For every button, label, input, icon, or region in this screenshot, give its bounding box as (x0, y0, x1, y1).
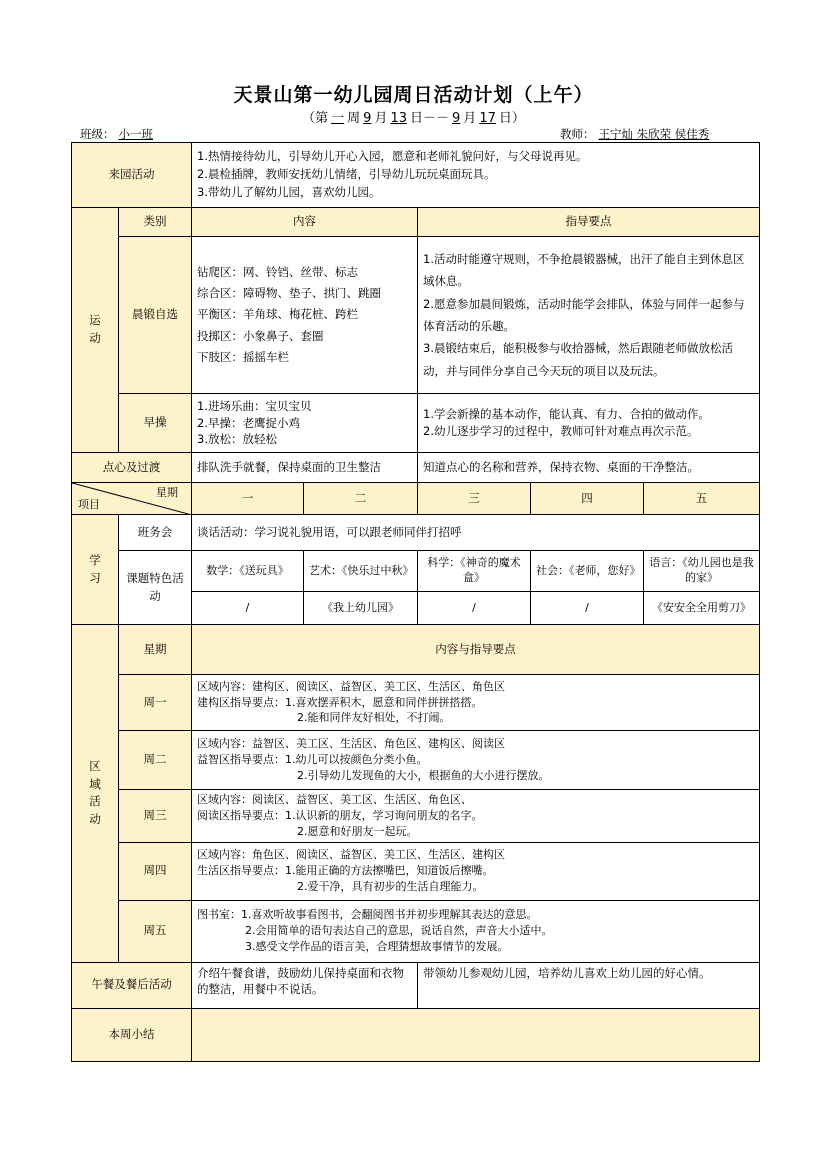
week-header-row (72, 483, 760, 515)
zone-day-tue: 周二 (119, 731, 192, 790)
library-point-1: 图书室：1.喜欢听故事看图书，会翻阅图书并初步理解其表达的意思。 (197, 908, 538, 922)
class-value: 小一班 (118, 127, 153, 141)
start-month: 9 (363, 111, 372, 126)
zone-equipment: 投掷区：小象鼻子、套圈 (197, 328, 324, 343)
zone-equipment: 钻爬区：网、铃铛、丝带、标志 (197, 264, 358, 279)
zone-day-row (72, 731, 760, 790)
end-day: 17 (479, 111, 496, 126)
week-range (0, 107, 827, 126)
morning-drill-points (418, 394, 760, 453)
zone-equipment: 平衡区：羊角球、梅花桩、跨栏 (197, 307, 358, 322)
snack-content: 排队洗手就餐，保持桌面的卫生整洁 (192, 453, 418, 483)
snack-row (72, 453, 760, 483)
zone-point-1: 生活区指导要点：1.能用正确的方法擦嘴巴，知道饭后擦嘴。 (197, 864, 494, 878)
zone-equipment: 综合区：障碍物、垫子、拱门、跳圈 (197, 286, 381, 301)
guidance-point: 1.活动时能遵守规则，不争抢晨锻器械，出汗了能自主到休息区域休息。 (423, 251, 745, 289)
zone-point-2: 2.引导幼儿发现鱼的大小，根据鱼的大小进行摆放。 (297, 768, 550, 782)
week-end: 日） (498, 111, 525, 126)
zone-list: 区域内容：角色区、阅读区、益智区、美工区、生活区、建构区 (197, 848, 505, 862)
library-point-2: 2.会用简单的语句表达自己的意思，说话自然，声音大小适中。 (245, 924, 553, 938)
morning-exercise-row (72, 237, 760, 394)
themed-tue: 艺术：《快乐过中秋》 (304, 551, 418, 592)
sports-label: 运 动 (72, 208, 119, 453)
zone-equipment: 下肢区：摇摇车栏 (197, 349, 289, 364)
themed-thu-2: / (531, 592, 644, 625)
class-meeting-label: 班务会 (119, 515, 192, 551)
corner-weekday: 星期 (156, 486, 178, 499)
themed-activity-label: 课题特色活 动 (119, 551, 192, 625)
zone-point-1: 建构区指导要点：1.喜欢摆弄积木，愿意和同伴拼拼搭搭。 (197, 695, 483, 709)
library-point-3: 3.感受文学作品的语言美，合理猜想故事情节的发展。 (245, 940, 509, 954)
morning-exercise-points (418, 237, 760, 394)
arrival-label: 来园活动 (72, 143, 192, 208)
zone-content-tue (192, 731, 760, 790)
themed-tue-2: 《我上幼儿园》 (304, 592, 418, 625)
drill-item: 1.进场乐曲：宝贝宝贝 (197, 398, 312, 413)
zone-content-mon (192, 675, 760, 731)
summary-content[interactable] (192, 1008, 760, 1061)
weekday-fri: 五 (644, 483, 760, 515)
themed-mon: 数学：《送玩具》 (192, 551, 304, 592)
teacher-label: 教师： (560, 127, 595, 141)
summary-label: 本周小结 (72, 1008, 192, 1061)
week-number: 一 (331, 111, 345, 126)
zone-list: 区域内容：建构区、阅读区、益智区、美工区、生活区、角色区 (197, 679, 505, 693)
zones-col-content: 内容与指导要点 (192, 625, 760, 675)
zones-label: 区 域 活 动 (72, 625, 119, 963)
end-month: 9 (452, 111, 461, 126)
morning-drill-content (192, 394, 418, 453)
zone-point-1: 益智区指导要点：1.幼儿可以按颜色分类小鱼。 (197, 753, 428, 767)
zone-day-row (72, 900, 760, 962)
summary-row (72, 1008, 760, 1061)
guidance-point: 2.愿意参加晨间锻炼，活动时能学会排队，体验与同伴一起参与体育活动的乐趣。 (423, 296, 745, 333)
col-category: 类别 (119, 208, 192, 237)
zone-day-row (72, 842, 760, 900)
morning-drill-row (72, 394, 760, 453)
sports-header-row (72, 208, 760, 237)
class-info (80, 126, 181, 142)
week-corner-cell (72, 483, 192, 515)
zone-day-wed: 周三 (119, 790, 192, 843)
month-char-1: 月 (374, 111, 388, 126)
weekday-mon: 一 (192, 483, 304, 515)
weekday-thu: 四 (531, 483, 644, 515)
zone-point-2: 2.愿意和好朋友一起玩。 (297, 824, 418, 838)
day-dash: 日－－ (410, 111, 450, 126)
page-title: 天景山第一幼儿园周日活动计划（上午） (233, 84, 594, 106)
zone-point-1: 阅读区指导要点：1.认识新的朋友，学习询问朋友的名字。 (197, 808, 483, 822)
class-label: 班级： (80, 127, 115, 141)
themed-fri-2: 《安安全全用剪刀》 (644, 592, 760, 625)
teacher-info (560, 126, 713, 142)
zone-day-row (72, 790, 760, 843)
weekday-wed: 三 (418, 483, 531, 515)
guidance-point: 3.晨锻结束后，能积极参与收拾器械，然后跟随老师做放松活动，并与同伴分享自己今天玩的项目以及玩法。 (423, 341, 733, 378)
lunch-row (72, 962, 760, 1008)
snack-label: 点心及过渡 (72, 453, 192, 483)
zone-content-fri (192, 900, 760, 962)
arrival-row (72, 143, 760, 208)
drill-item: 2.早操：老鹰捉小鸡 (197, 415, 300, 430)
zones-header-row (72, 625, 760, 675)
themed-row-1 (72, 551, 760, 592)
week-mid: 周 (347, 111, 361, 126)
zone-day-mon: 周一 (119, 675, 192, 731)
zone-point-2: 2.爱干净，具有初步的生活自理能力。 (297, 880, 484, 894)
col-content: 内容 (192, 208, 418, 237)
morning-exercise-content (192, 237, 418, 394)
activity-plan-table (71, 142, 760, 1062)
col-points: 指导要点 (418, 208, 760, 237)
themed-wed: 科学：《神奇的魔术盒》 (418, 551, 531, 592)
guidance-point: 2.幼儿逐步学习的过程中，教师可针对难点再次示范。 (423, 424, 699, 438)
snack-points: 知道点心的名称和营养，保持衣物、桌面的干净整洁。 (418, 453, 760, 483)
drill-item: 3.放松：放轻松 (197, 432, 277, 447)
zone-point-2: 2.能和同伴友好相处，不打闹。 (297, 711, 451, 725)
zone-list: 区域内容：阅读区、益智区、美工区、生活区、角色区、 (197, 793, 472, 806)
themed-fri: 语言：《幼儿园也是我的家》 (644, 551, 760, 592)
zones-col-day: 星期 (119, 625, 192, 675)
themed-wed-2: / (418, 592, 531, 625)
study-label: 学 习 (72, 515, 119, 625)
guidance-point: 1.学会新操的基本动作，能认真、有力、合拍的做动作。 (423, 406, 710, 421)
month-char-2: 月 (463, 111, 477, 126)
lunch-left: 介绍午餐食谱，鼓励幼儿保持桌面和衣物的整洁，用餐中不说话。 (192, 962, 418, 1008)
zone-day-fri: 周五 (119, 900, 192, 962)
zone-content-wed (192, 790, 760, 843)
week-prefix: （第 (302, 111, 329, 126)
zone-day-thu: 周四 (119, 842, 192, 900)
themed-thu: 社会：《老师，您好》 (531, 551, 644, 592)
class-meeting-content: 谈话活动：学习说礼貌用语，可以跟老师同伴打招呼 (192, 515, 760, 551)
weekday-tue: 二 (304, 483, 418, 515)
lunch-right: 带领幼儿参观幼儿园，培养幼儿喜欢上幼儿园的好心情。 (418, 962, 760, 1008)
arrival-item: 1.热情接待幼儿，引导幼儿开心入园，愿意和老师礼貌问好，与父母说再见。 (197, 149, 588, 164)
morning-drill-label: 早操 (119, 394, 192, 453)
arrival-item: 2.晨检插牌，教师安抚幼儿情绪，引导幼儿玩玩桌面玩具。 (197, 167, 496, 182)
themed-mon-2: / (192, 592, 304, 625)
zone-content-thu (192, 842, 760, 900)
arrival-content (192, 143, 760, 208)
arrival-item: 3.带幼儿了解幼儿园，喜欢幼儿园。 (197, 184, 381, 199)
lunch-label: 午餐及餐后活动 (72, 962, 192, 1008)
zone-day-row (72, 675, 760, 731)
teacher-value: 王宁灿 朱欣荣 侯佳秀 (598, 127, 710, 141)
class-meeting-row (72, 515, 760, 551)
morning-exercise-label: 晨锻自选 (119, 237, 192, 394)
zone-list: 区域内容：益智区、美工区、生活区、角色区、建构区、阅读区 (197, 737, 505, 751)
corner-item: 项目 (78, 497, 100, 511)
start-day: 13 (390, 111, 407, 126)
